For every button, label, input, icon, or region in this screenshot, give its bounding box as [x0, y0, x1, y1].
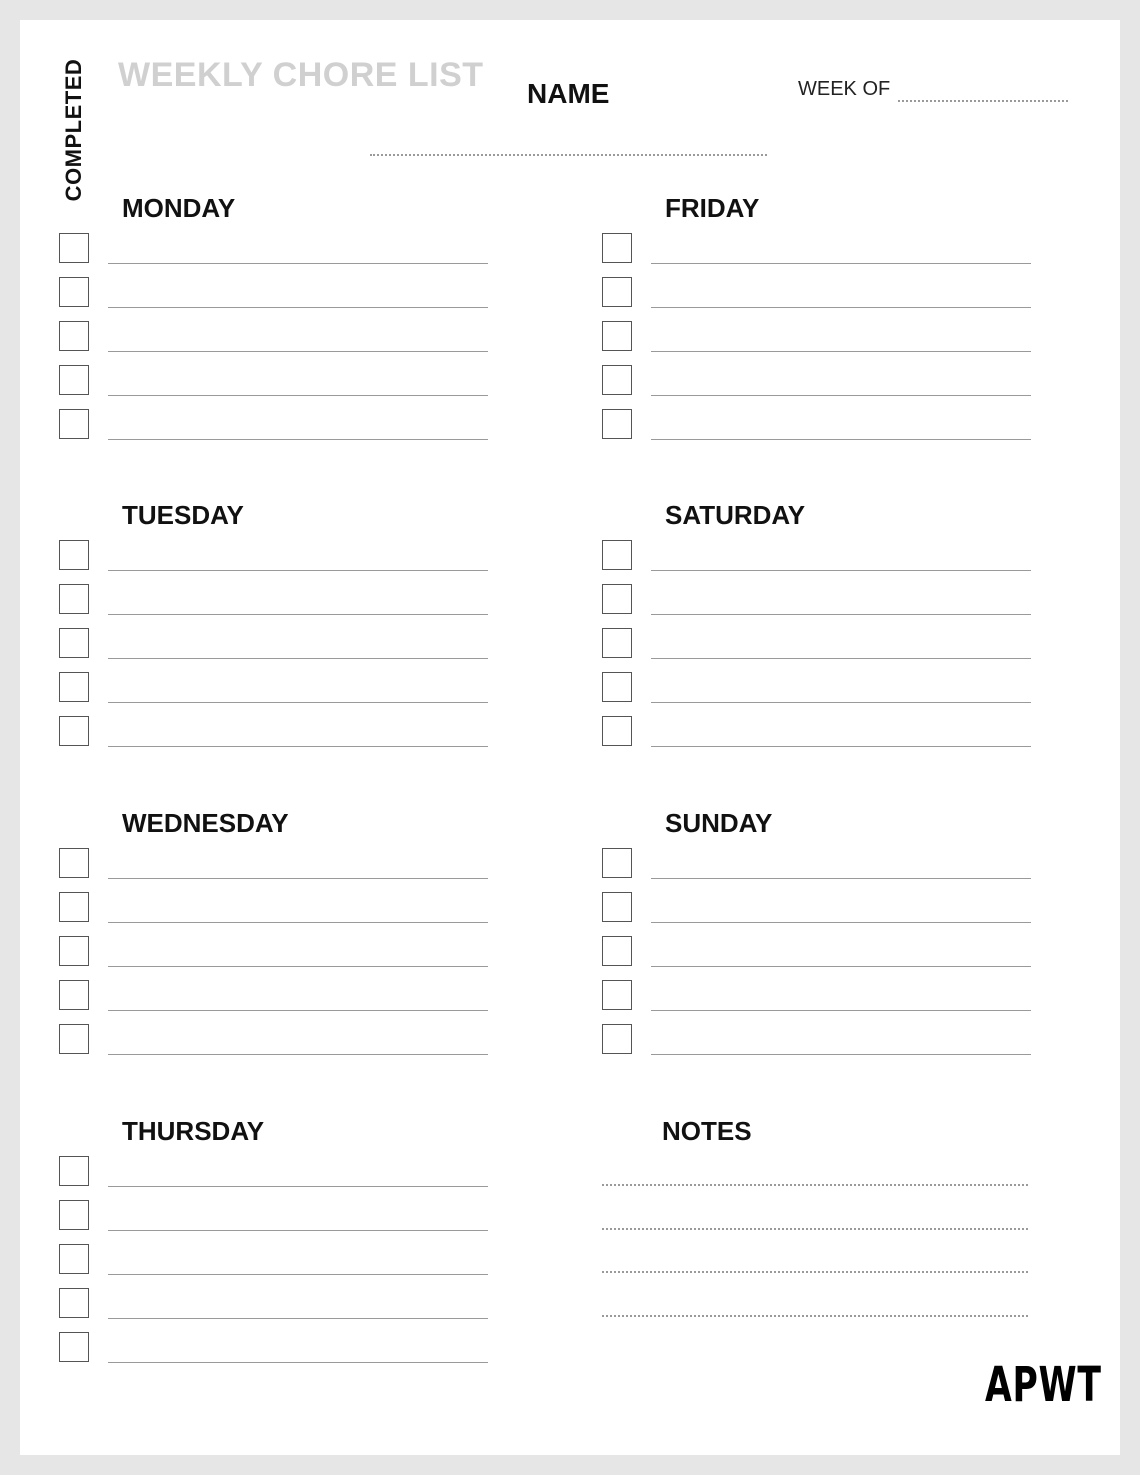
day-title-wednesday: WEDNESDAY — [122, 808, 289, 838]
chore-entry-line[interactable] — [108, 1186, 488, 1187]
chore-entry-line[interactable] — [108, 1362, 488, 1363]
chore-entry-line[interactable] — [108, 658, 488, 659]
chore-entry-line[interactable] — [108, 746, 488, 747]
completed-checkbox[interactable] — [602, 277, 632, 307]
completed-checkbox[interactable] — [59, 233, 89, 263]
chore-entry-line[interactable] — [651, 878, 1031, 879]
chore-entry-line[interactable] — [651, 922, 1031, 923]
completed-checkbox[interactable] — [602, 716, 632, 746]
day-section-monday — [59, 193, 499, 453]
name-label: NAME — [527, 78, 610, 109]
day-title-monday: MONDAY — [122, 193, 236, 223]
notes-line[interactable] — [602, 1228, 1028, 1230]
chore-entry-line[interactable] — [651, 263, 1031, 264]
completed-checkbox[interactable] — [59, 1200, 89, 1230]
completed-checkbox[interactable] — [602, 936, 632, 966]
completed-checkbox[interactable] — [602, 892, 632, 922]
completed-checkbox[interactable] — [59, 848, 89, 878]
chore-entry-line[interactable] — [651, 658, 1031, 659]
completed-checkbox[interactable] — [59, 1288, 89, 1318]
completed-checkbox[interactable] — [59, 936, 89, 966]
notes-line[interactable] — [602, 1184, 1028, 1186]
name-field[interactable] — [370, 154, 767, 156]
completed-checkbox[interactable] — [59, 365, 89, 395]
day-section-wednesday — [59, 808, 499, 1068]
completed-checkbox[interactable] — [602, 672, 632, 702]
chore-entry-line[interactable] — [108, 570, 488, 571]
completed-checkbox[interactable] — [602, 848, 632, 878]
chore-entry-line[interactable] — [108, 395, 488, 396]
completed-checkbox[interactable] — [59, 1156, 89, 1186]
chore-entry-line[interactable] — [108, 614, 488, 615]
day-title-saturday: SATURDAY — [665, 500, 806, 530]
chore-entry-line[interactable] — [108, 702, 488, 703]
chore-entry-line[interactable] — [108, 1010, 488, 1011]
chore-entry-line[interactable] — [651, 351, 1031, 352]
completed-checkbox[interactable] — [59, 321, 89, 351]
chore-entry-line[interactable] — [651, 570, 1031, 571]
notes-title: NOTES — [662, 1116, 752, 1146]
day-section-sunday — [602, 808, 1042, 1068]
day-section-friday — [602, 193, 1042, 453]
completed-column-label: COMPLETED — [61, 58, 86, 202]
day-title-sunday: SUNDAY — [665, 808, 773, 838]
day-title-tuesday: TUESDAY — [122, 500, 244, 530]
completed-checkbox[interactable] — [59, 409, 89, 439]
chore-entry-line[interactable] — [651, 614, 1031, 615]
completed-checkbox[interactable] — [602, 233, 632, 263]
chore-entry-line[interactable] — [108, 1230, 488, 1231]
chore-entry-line[interactable] — [108, 307, 488, 308]
day-section-thursday — [59, 1116, 499, 1376]
completed-checkbox[interactable] — [59, 892, 89, 922]
completed-checkbox[interactable] — [602, 365, 632, 395]
chore-entry-line[interactable] — [651, 1010, 1031, 1011]
day-title-friday: FRIDAY — [665, 193, 760, 223]
chore-entry-line[interactable] — [108, 263, 488, 264]
chore-entry-line[interactable] — [651, 702, 1031, 703]
completed-checkbox[interactable] — [59, 672, 89, 702]
day-section-saturday — [602, 500, 1042, 760]
chore-entry-line[interactable] — [651, 966, 1031, 967]
chore-entry-line[interactable] — [108, 439, 488, 440]
brand-logo: APWT — [985, 1357, 1102, 1413]
chore-entry-line[interactable] — [651, 395, 1031, 396]
chore-entry-line[interactable] — [651, 439, 1031, 440]
chore-entry-line[interactable] — [108, 878, 488, 879]
completed-checkbox[interactable] — [602, 321, 632, 351]
week-of-label: WEEK OF — [798, 78, 891, 100]
completed-checkbox[interactable] — [59, 1024, 89, 1054]
chore-entry-line[interactable] — [108, 966, 488, 967]
week-of-field[interactable] — [898, 100, 1068, 102]
completed-checkbox[interactable] — [59, 716, 89, 746]
completed-checkbox[interactable] — [59, 277, 89, 307]
chore-entry-line[interactable] — [108, 1274, 488, 1275]
completed-checkbox[interactable] — [602, 980, 632, 1010]
chore-entry-line[interactable] — [108, 1318, 488, 1319]
completed-checkbox[interactable] — [602, 584, 632, 614]
chore-entry-line[interactable] — [651, 307, 1031, 308]
completed-checkbox[interactable] — [59, 628, 89, 658]
completed-checkbox[interactable] — [59, 980, 89, 1010]
chore-entry-line[interactable] — [108, 1054, 488, 1055]
completed-checkbox[interactable] — [602, 628, 632, 658]
day-section-tuesday — [59, 500, 499, 760]
chore-entry-line[interactable] — [108, 922, 488, 923]
completed-checkbox[interactable] — [602, 409, 632, 439]
completed-checkbox[interactable] — [59, 1244, 89, 1274]
completed-checkbox[interactable] — [59, 1332, 89, 1362]
chore-entry-line[interactable] — [108, 351, 488, 352]
completed-checkbox[interactable] — [59, 540, 89, 570]
notes-line[interactable] — [602, 1271, 1028, 1273]
completed-checkbox[interactable] — [602, 540, 632, 570]
page-title: WEEKLY CHORE LIST — [118, 56, 484, 94]
chore-entry-line[interactable] — [651, 1054, 1031, 1055]
completed-checkbox[interactable] — [602, 1024, 632, 1054]
chore-entry-line[interactable] — [651, 746, 1031, 747]
completed-checkbox[interactable] — [59, 584, 89, 614]
day-title-thursday: THURSDAY — [122, 1116, 265, 1146]
notes-line[interactable] — [602, 1315, 1028, 1317]
